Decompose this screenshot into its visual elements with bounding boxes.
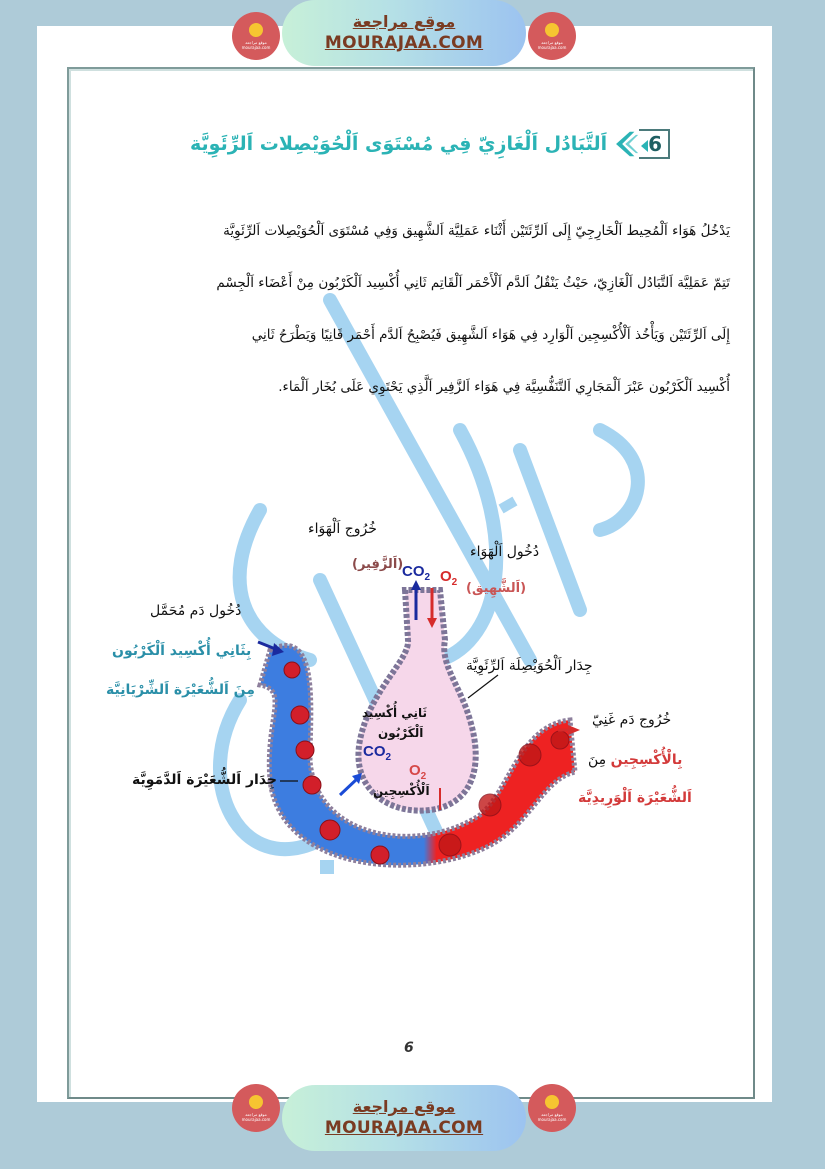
paragraph-line: أُكْسِيد اَلْكَرْبُون عَبْرَ اَلْمَجَارِي اَلتَّنَفُّسِيَّة فِي هَوَاء اَلزَّفِير اَلَّذِي يَحْتَوِي عَلَى بُخَار اَلْمَاء. — [278, 379, 730, 395]
co2-inside: $CO_2$ — [363, 743, 392, 763]
alveolus-diagram — [240, 580, 580, 870]
label-capillary-wall: جِدَار اَلشُّعَيْرَة اَلدَّمَوِيَّة — [132, 772, 278, 788]
o2-inside: $O_2$ — [409, 762, 427, 782]
section-title: اَلتَّبَادُل اَلْغَازِيّ فِي مُسْتَوَى اَلْحُوَيْصِلات اَلرِّئَوِيَّة — [190, 133, 608, 155]
logo-caption: موقع مراجعة mourajaa.com — [537, 1111, 567, 1122]
paragraph-line: يَدْخُلُ هَوَاء اَلْمُحِيط اَلْخَارِجِيّ إِلَى اَلرِّئَتَيْن أَثْنَاء عَمَلِيَّة اَلشَّهِيق وَفِي مُسْتَوَى اَلْحُوَيْصِلات اَلرِّئَوِيَّة — [223, 223, 730, 239]
site-banner-top[interactable] — [282, 0, 526, 66]
logo-mark-icon — [249, 23, 263, 37]
logo-caption: موقع مراجعة mourajaa.com — [537, 39, 567, 50]
label-with-oxygen: بِالْأُكْسِجِين — [610, 752, 683, 768]
o2-inhaled: $O_2$ — [440, 568, 458, 588]
arrow-left-icon — [641, 140, 648, 152]
site-logo[interactable] — [232, 12, 280, 60]
logo-mark-icon — [545, 1095, 559, 1109]
double-chevron-icon — [613, 126, 639, 162]
paragraph-line: تَتِمّ عَمَلِيَّة اَلتَّبَادُل اَلْغَازِيّ، حَيْثُ يَنْقُلُ اَلدَّم اَلْأَحْمَر اَلْقَاتِم ثَانِي أُكْسِيد اَلْكَرْبُون مِنْ أَعْضَاء اَلْجِسْم — [216, 275, 730, 291]
logo-mark-icon — [545, 23, 559, 37]
label-air-in: دُخُول اَلْهَوَاء — [470, 544, 540, 560]
label-inside-co2-2: اَلْكَرْبُون — [378, 726, 424, 740]
banner-arabic: موقع مراجعة — [352, 12, 456, 31]
banner-link[interactable]: MOURAJAA.COM — [324, 33, 484, 53]
label-inside-oxygen: اَلْأُكْسِجِين — [373, 784, 430, 798]
body-paragraph — [100, 205, 730, 413]
label-venous-capillary: اَلشُّعَيْرَة اَلْوَرِيدِيَّة — [578, 790, 692, 806]
site-logo[interactable] — [528, 12, 576, 60]
banner-link[interactable]: MOURAJAA.COM — [324, 1118, 484, 1138]
label-arterial-capillary: مِنَ اَلشُّعَيْرَة اَلشِّرْيَانِيَّة — [106, 682, 255, 698]
label-blood-in: دُخُول دَم مُحَمَّل — [150, 603, 242, 619]
label-blood-out: خُرُوج دَم غَنِيّ — [592, 712, 672, 728]
section-number-box — [639, 129, 670, 159]
label-from: مِنَ — [588, 752, 607, 768]
label-alveolus-wall: جِدَار اَلْحُوَيْصِلَة اَلرِّئَوِيَّة — [466, 658, 593, 674]
label-air-out: خُرُوج اَلْهَوَاء — [308, 521, 377, 537]
section-heading — [190, 120, 670, 168]
site-logo[interactable] — [232, 1084, 280, 1132]
label-exhale: (اَلزَّفِير) — [352, 557, 404, 572]
label-inside-co2-1: ثَانِي أُكْسِيد — [362, 706, 427, 720]
site-logo[interactable] — [528, 1084, 576, 1132]
logo-caption: موقع مراجعة mourajaa.com — [241, 39, 271, 50]
section-number: 6 — [648, 132, 662, 156]
label-blood-out-line2 — [588, 752, 682, 768]
logo-caption: موقع مراجعة mourajaa.com — [241, 1111, 271, 1122]
paragraph-line: إِلَى اَلرِّئَتَيْن وَيَأْخُذ اَلْأُكْسِجِين اَلْوَارِد فِي هَوَاء اَلشَّهِيق فَيُصْبِحُ اَلدَّم أَحْمَر قَانِيًا وَيَطْرَحُ ثَانِي — [251, 327, 730, 343]
site-banner-bottom[interactable] — [282, 1085, 526, 1151]
co2-exhaled: $CO_2$ — [402, 563, 431, 583]
page-number: 6 — [404, 1040, 414, 1056]
label-blood-in-co2: بِثَانِي أُكْسِيد اَلْكَرْبُون — [112, 643, 252, 659]
banner-arabic: موقع مراجعة — [352, 1097, 456, 1116]
label-inhale: (اَلشَّهِيق) — [466, 581, 527, 596]
logo-mark-icon — [249, 1095, 263, 1109]
